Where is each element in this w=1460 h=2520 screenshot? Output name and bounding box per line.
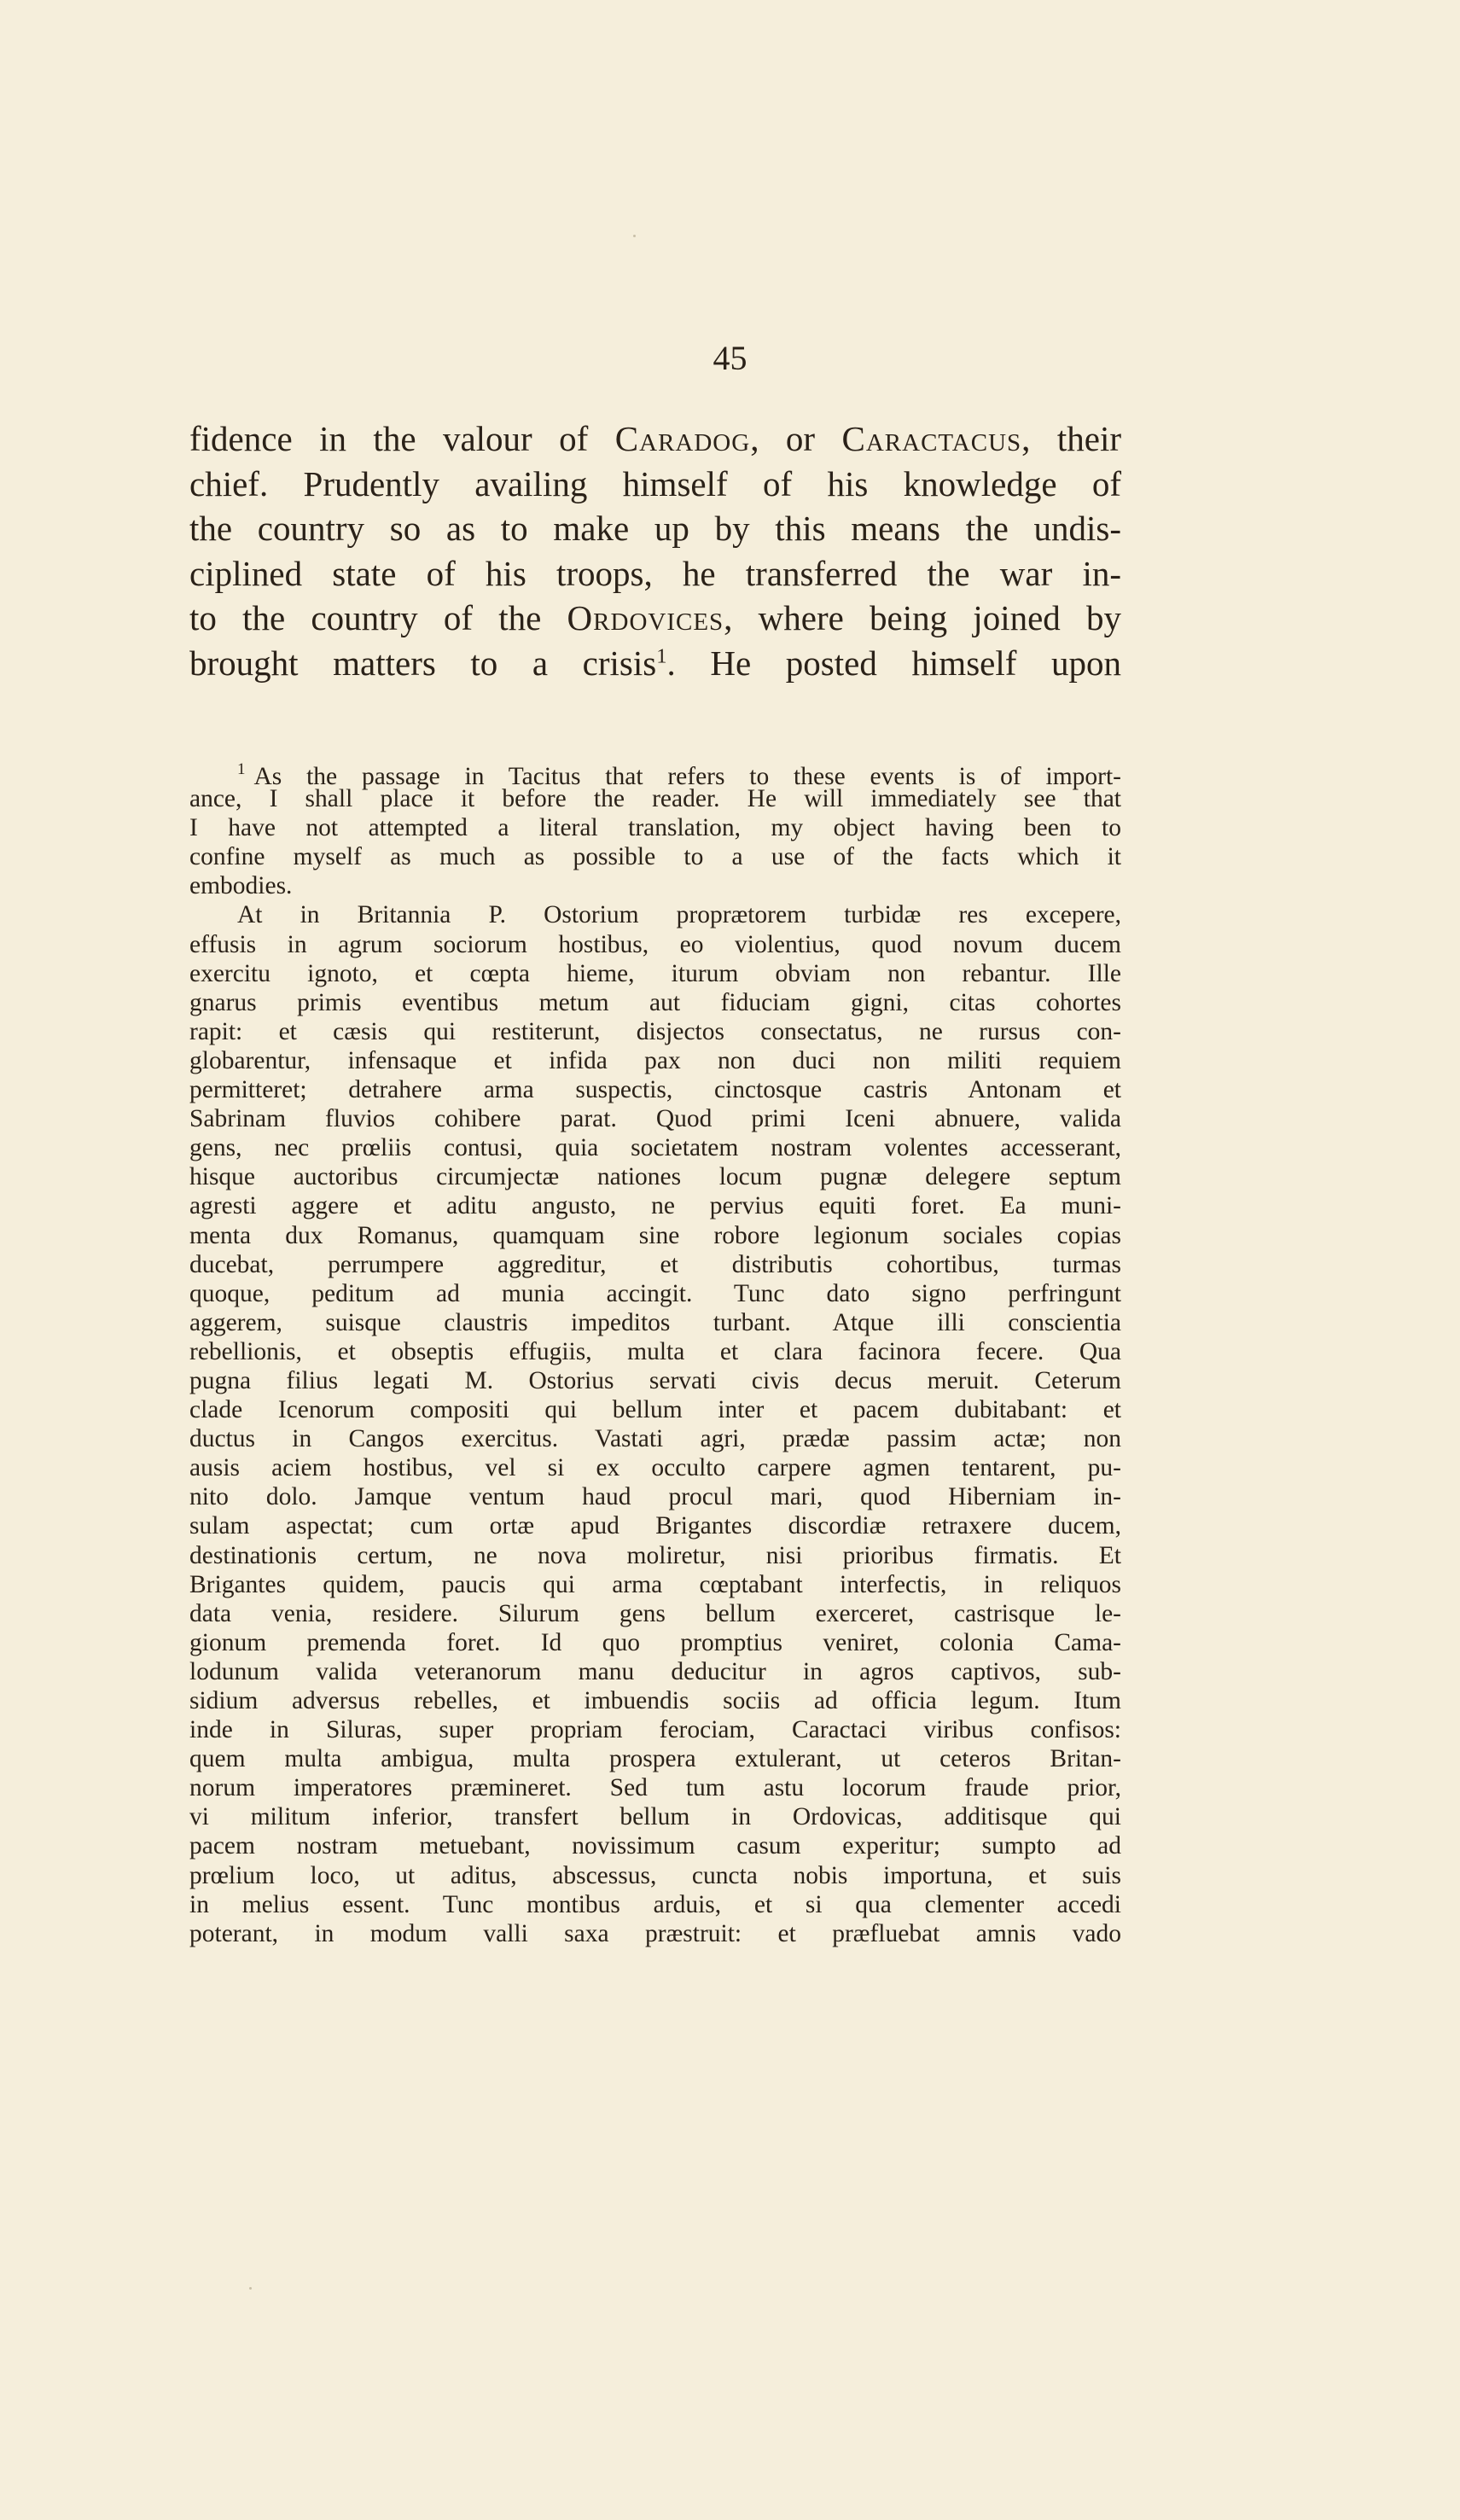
footnote-line: ducebat, perrumpere aggreditur, et distributis cohortibus, turmas xyxy=(189,1250,1121,1278)
footnote-marker: 1 xyxy=(237,760,246,778)
footnote-line: nito dolo. Jamque ventum haud procul mari, quod Hiberniam in- xyxy=(189,1483,1121,1511)
page-number: 45 xyxy=(713,339,747,377)
footnote-line: norum imperatores præmineret. Sed tum astu locorum fraude prior, xyxy=(189,1774,1121,1802)
paper-speck xyxy=(633,235,636,237)
footnote-line: gens, nec prœliis contusi, quia societatem nostram volentes accesserant, xyxy=(189,1134,1121,1162)
footnote-line: Brigantes quidem, paucis qui arma cœptabant interfectis, in reliquos xyxy=(189,1570,1121,1598)
footnote-line: ance, I shall place it before the reader. He will immediately see that xyxy=(189,785,1121,813)
footnote-line: quoque, peditum ad munia accingit. Tunc dato signo perfringunt xyxy=(189,1279,1121,1307)
footnote-line: exercitu ignoto, et cœpta hieme, iturum obviam non rebantur. Ille xyxy=(189,959,1121,987)
footnote-line: pacem nostram metuebant, novissimum casum experitur; sumpto ad xyxy=(189,1832,1121,1860)
footnote-line: confine myself as much as possible to a use of the facts which it xyxy=(189,843,1121,871)
footnote-line: pugna filius legati M. Ostorius servati civis decus meruit. Ceterum xyxy=(189,1366,1121,1394)
footnote-line: embodies. xyxy=(189,872,293,900)
footnote-line: ausis aciem hostibus, vel si ex occulto carpere agmen tentarent, pu- xyxy=(189,1454,1121,1482)
footnote-line: prœlium loco, ut aditus, abscessus, cuncta nobis importuna, et suis xyxy=(189,1861,1121,1889)
main-text-line: ciplined state of his troops, he transferred the war in- xyxy=(189,553,1121,593)
name-caractacus: Caractacus xyxy=(841,419,1022,458)
footnote-line: ductus in Cangos exercitus. Vastati agri, prædæ passim actæ; non xyxy=(189,1425,1121,1453)
main-text-line: brought matters to a crisis$^1$. He posted himself upon xyxy=(189,643,1121,683)
footnote-line: destinationis certum, ne nova moliretur, nisi prioribus firmatis. Et xyxy=(189,1541,1121,1569)
footnote-block xyxy=(189,755,1121,1948)
footnote-line: aggerem, suisque claustris impeditos turbant. Atque illi conscientia xyxy=(189,1308,1121,1336)
footnote-line: agresti aggere et aditu angusto, ne pervius equiti foret. Ea muni- xyxy=(189,1192,1121,1220)
footnote-line: I have not attempted a literal translation, my object having been to xyxy=(189,814,1121,842)
footnote-line: globarentur, infensaque et infida pax non duci non militi requiem xyxy=(189,1046,1121,1074)
main-text-line: fidence in the valour of Caradog, or Caractacus, their xyxy=(189,419,1122,458)
footnote-line: sulam aspectat; cum ortæ apud Brigantes discordiæ retraxere ducem, xyxy=(189,1512,1121,1540)
footnote-line: quem multa ambigua, multa prospera extulerant, ut ceteros Britan- xyxy=(189,1745,1121,1773)
footnote-line: effusis in agrum sociorum hostibus, eo violentius, quod novum ducem xyxy=(189,930,1121,958)
footnote-line: At in Britannia P. Ostorium proprætorem turbidæ res excepere, xyxy=(237,901,1121,929)
footnote-line: rapit: et cæsis qui restiterunt, disjectos consectatus, ne rursus con- xyxy=(189,1017,1121,1045)
footnote-line: menta dux Romanus, quamquam sine robore legionum sociales copias xyxy=(189,1221,1121,1249)
footnote-line: clade Icenorum compositi qui bellum inter et pacem dubitabant: et xyxy=(189,1396,1121,1424)
footnote-line: hisque auctoribus circumjectæ nationes locum pugnæ delegere septum xyxy=(189,1163,1121,1191)
footnote-line: lodunum valida veteranorum manu deducitur in agros captivos, sub- xyxy=(189,1657,1121,1685)
footnote-line: vi militum inferior, transfert bellum in Ordovicas, additisque qui xyxy=(189,1803,1121,1831)
paper-speck xyxy=(249,2287,252,2290)
footnote-line: $^1$ As the passage in Tacitus that refers to these events is of import- xyxy=(237,760,1121,790)
main-text-line: chief. Prudently availing himself of his knowledge of xyxy=(189,463,1121,503)
footnote-line: Sabrinam fluvios cohibere parat. Quod primi Iceni abnuere, valida xyxy=(189,1105,1121,1133)
footnote-line: gionum premenda foret. Id quo promptius veniret, colonia Cama- xyxy=(189,1628,1121,1656)
footnote-reference: 1 xyxy=(656,643,667,667)
name-caradog: Caradog xyxy=(614,419,751,458)
main-body-text xyxy=(189,416,1121,685)
main-text-line: the country so as to make up by this means the undis- xyxy=(189,509,1121,548)
name-ordovices: Ordovices xyxy=(567,598,724,637)
footnote-line: in melius essent. Tunc montibus arduis, et si qua clementer accedi xyxy=(189,1890,1121,1918)
footnote-line: inde in Siluras, super propriam ferociam, Caractaci viribus confisos: xyxy=(189,1716,1121,1744)
main-text-line: to the country of the Ordovices, where being joined by xyxy=(189,598,1122,637)
footnote-line: poterant, in modum valli saxa præstruit: et præfluebat amnis vado xyxy=(189,1919,1121,1947)
footnote-line: data venia, residere. Silurum gens bellum exerceret, castrisque le- xyxy=(189,1599,1121,1627)
footnote-line: rebellionis, et obseptis effugiis, multa et clara facinora fecere. Qua xyxy=(189,1337,1121,1365)
footnote-line: sidium adversus rebelles, et imbuendis sociis ad officia legum. Itum xyxy=(189,1687,1121,1714)
footnote-line: gnarus primis eventibus metum aut fiduciam gigni, citas cohortes xyxy=(189,988,1121,1016)
footnote-line: permitteret; detrahere arma suspectis, cinctosque castris Antonam et xyxy=(189,1076,1121,1104)
